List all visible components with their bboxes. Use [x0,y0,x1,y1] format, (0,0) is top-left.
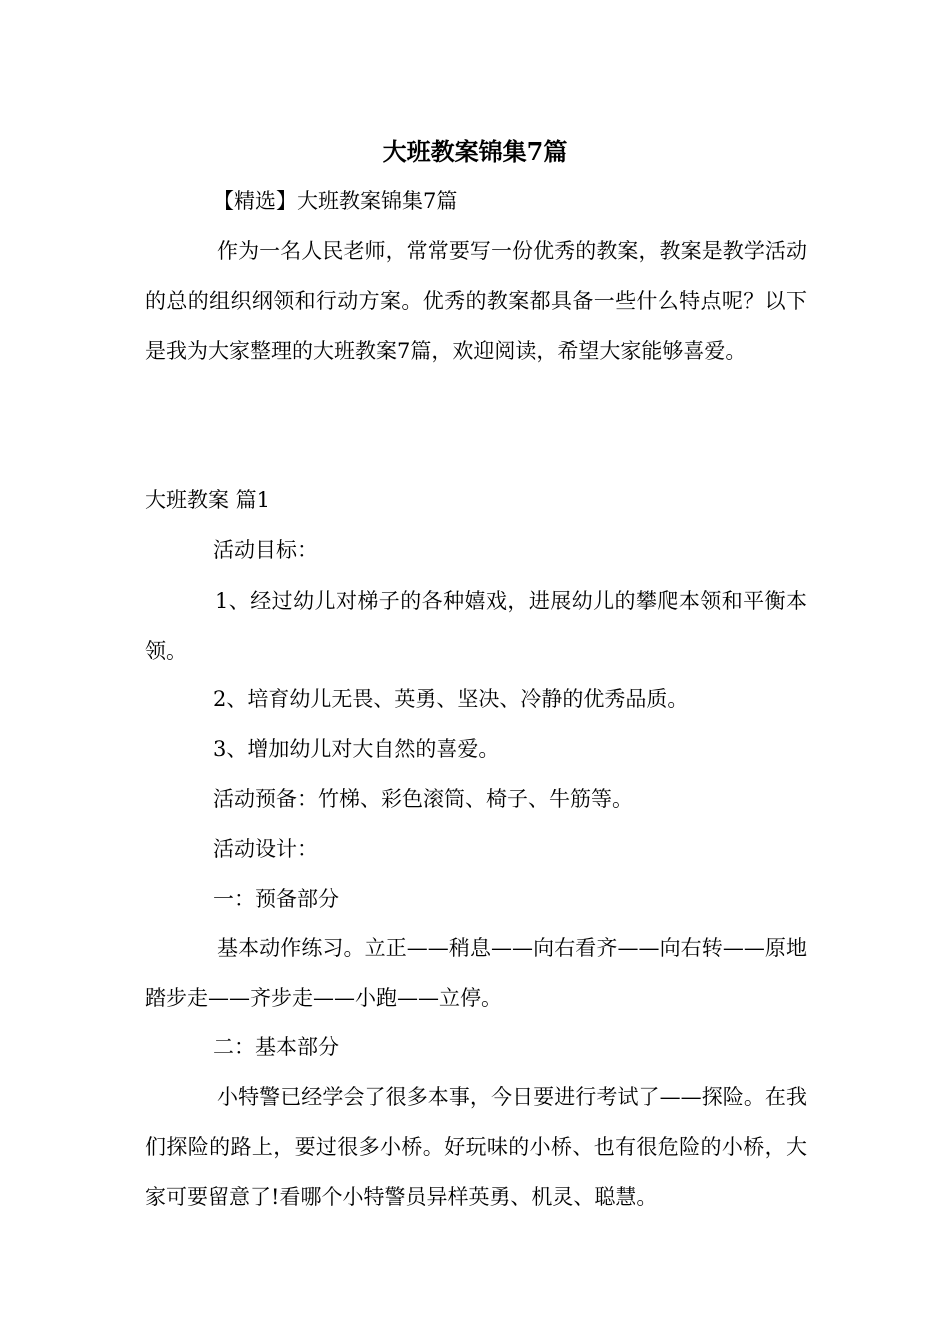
part-2-text: 小特警已经学会了很多本事，今日要进行考试了——探险。在我们探险的路上，要过很多小桥。好玩味的小桥、也有很危险的小桥，大家可要留意了!看哪个小特警员异样英勇、机灵、聪慧。 [145,1085,807,1209]
intro-paragraph: 作为一名人民老师，常常要写一份优秀的教案，教案是教学活动的总的组织纲领和行动方案。优秀的教案都具备一些什么特点呢？以下是我为大家整理的大班教案7篇，欢迎阅读，希望大家能够喜爱。 [145,239,807,363]
part-1-text: 基本动作练习。立正——稍息——向右看齐——向右转——原地踏步走——齐步走——小跑——立停。 [145,936,807,1010]
design-label: 活动设计： [213,837,318,861]
goal-label: 活动目标： [213,538,318,562]
goal-item-2: 2、培育幼儿无畏、英勇、坚决、冷静的优秀品质。 [213,687,689,711]
document-title: 大班教案锦集7篇 [382,137,568,166]
goal-item-1: 1、经过幼儿对梯子的各种嬉戏，进展幼儿的攀爬本领和平衡本领。 [145,589,807,663]
document-subtitle: 【精选】大班教案锦集7篇 [213,189,458,213]
activity-preparation: 活动预备：竹梯、彩色滚筒、椅子、牛筋等。 [213,787,633,811]
section-heading: 大班教案 篇1 [145,488,271,512]
part-1-label: 一：预备部分 [213,887,339,911]
goal-item-3: 3、增加幼儿对大自然的喜爱。 [213,737,500,761]
part-2-label: 二：基本部分 [213,1035,339,1059]
